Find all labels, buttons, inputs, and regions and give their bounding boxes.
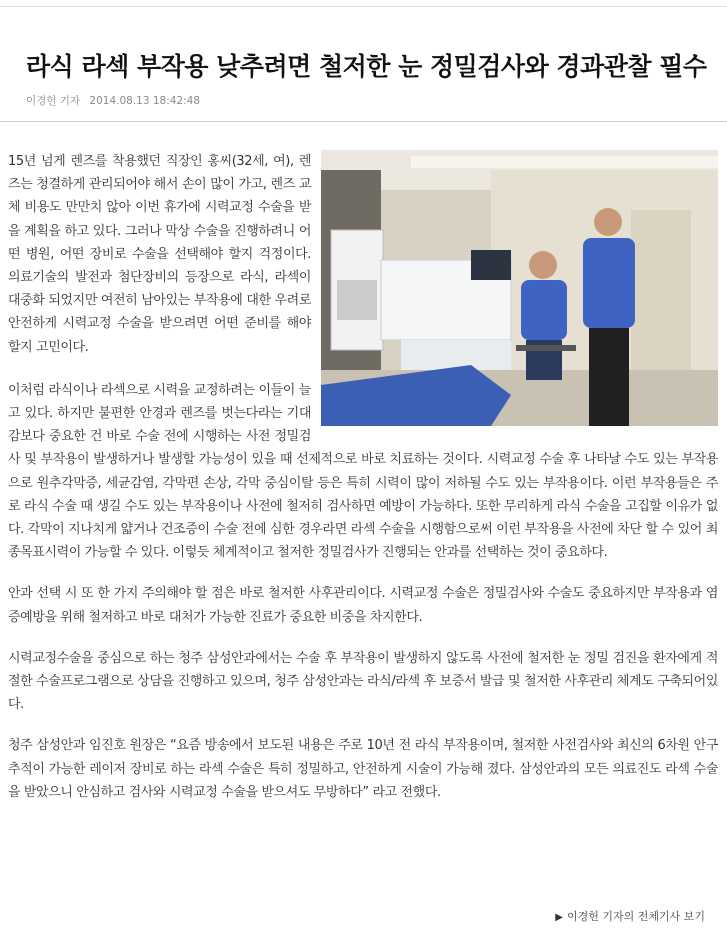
paragraph: 청주 삼성안과 임진호 원장은 “요즘 방송에서 보도된 내용은 주로 10년 전 라식 부작용이며, 철저한 사전검사와 최신의 6차원 안구추적이 가능한 레이저 장비로 하는 라섹 수술은 특히 정밀하고, 안전하게 시술이 가능해 졌다. 삼성안과의 모든 의료진도 라섹 수술을 받았으니 안심하고 검사와 시력교정 수술을 받으셔도 무방하다” 라고 전했다. <box>8 738 718 800</box>
paragraph: 시력교정수술을 중심으로 하는 청주 삼성안과에서는 수술 후 부작용이 발생하지 않도록 사전에 철저한 눈 정밀 검진을 환자에게 적절한 수술프로그램으로 상담을 진행하고 있으며, 청주 삼성안과는 라식/라섹 후 보증서 발급 및 철저한 사후관리 체계도 구축되어있다. <box>8 650 718 713</box>
reporter-name: 이경헌 기자 <box>26 95 81 107</box>
article-title: 라식 라섹 부작용 낮추려면 철저한 눈 정밀검사와 경과관찰 필수 <box>26 52 707 81</box>
publish-datetime: 2014.08.13 18:42:48 <box>89 95 201 107</box>
paragraph: 이처럼 라식이나 라섹으로 시력을 교정하려는 이들이 늘고 있다. 하지만 불편한 안경과 렌즈를 벗는다라는 기대감보다 중요한 건 바로 수술 전에 시행하는 사전 정밀검사 및 부작용이 발생하거나 발생할 가능성이 있을 때 선제적으로 바로 치료하는 것이다. 시력교정 수술 후 나타날 수도 있는 부작용으로 원추각막증, 세균감염, 각막편 손상, 각막 중심이탈 등은 특히 시력이 많이 저하될 수도 있는 부작용이다. 이런 부작용들은 주로 라식 수술 때 생길 수도 있는 부작용이나 사전에 철저히 검사하면 예방이 가능하다. 또한 무리하게 라식 수술을 고집할 이유가 없다. 각막이 지나치게 얇거나 건조증이 수술 전에 심한 경우라면 라섹 수술을 시행함으로써 이런 부작용을 사전에 차단 할 수 있어 최종목표시력이 가능할 수 있다. 이렇듯 체계적이고 철저한 정밀검사가 진행되는 안과를 선택하는 것이 중요하다. <box>8 382 718 561</box>
play-arrow-icon: ▶ <box>555 912 563 923</box>
article-body <box>8 150 718 822</box>
more-articles-link[interactable] <box>555 908 705 924</box>
paragraph: 15년 넘게 렌즈를 착용했던 직장인 홍씨(32세, 여), 렌즈는 청결하게 관리되어야 해서 손이 많이 가고, 렌즈 교체 비용도 만만치 않아 이번 휴가에 시력교정 수술을 받을 계획을 하고 있다. 그러나 막상 수술을 진행하려니 어떤 병원, 어떤 장비로 수술을 선택해야 할지 걱정이다. 의료기술의 발전과 첨단장비의 등장으로 라식, 라섹이 대중화 되었지만 여전히 남아있는 부작용에 대한 우려로 안전하게 시력교정 수술을 받으려면 어떤 준비를 해야 할지 고민이다. <box>8 154 311 355</box>
clinic-photo-illustration <box>321 150 718 426</box>
more-articles-label: 이경헌 기자의 전체기사 보기 <box>566 910 705 923</box>
paragraph: 안과 선택 시 또 한 가지 주의해야 할 점은 바로 철저한 사후관리이다. 시력교정 수술은 정밀검사와 수술도 중요하지만 부작용과 염증예방을 위해 철저하고 바로 대처가 가능한 진료가 중요한 비중을 차지한다. <box>8 586 718 625</box>
article-photo <box>321 150 718 426</box>
article-header <box>0 6 727 122</box>
byline <box>26 93 200 108</box>
